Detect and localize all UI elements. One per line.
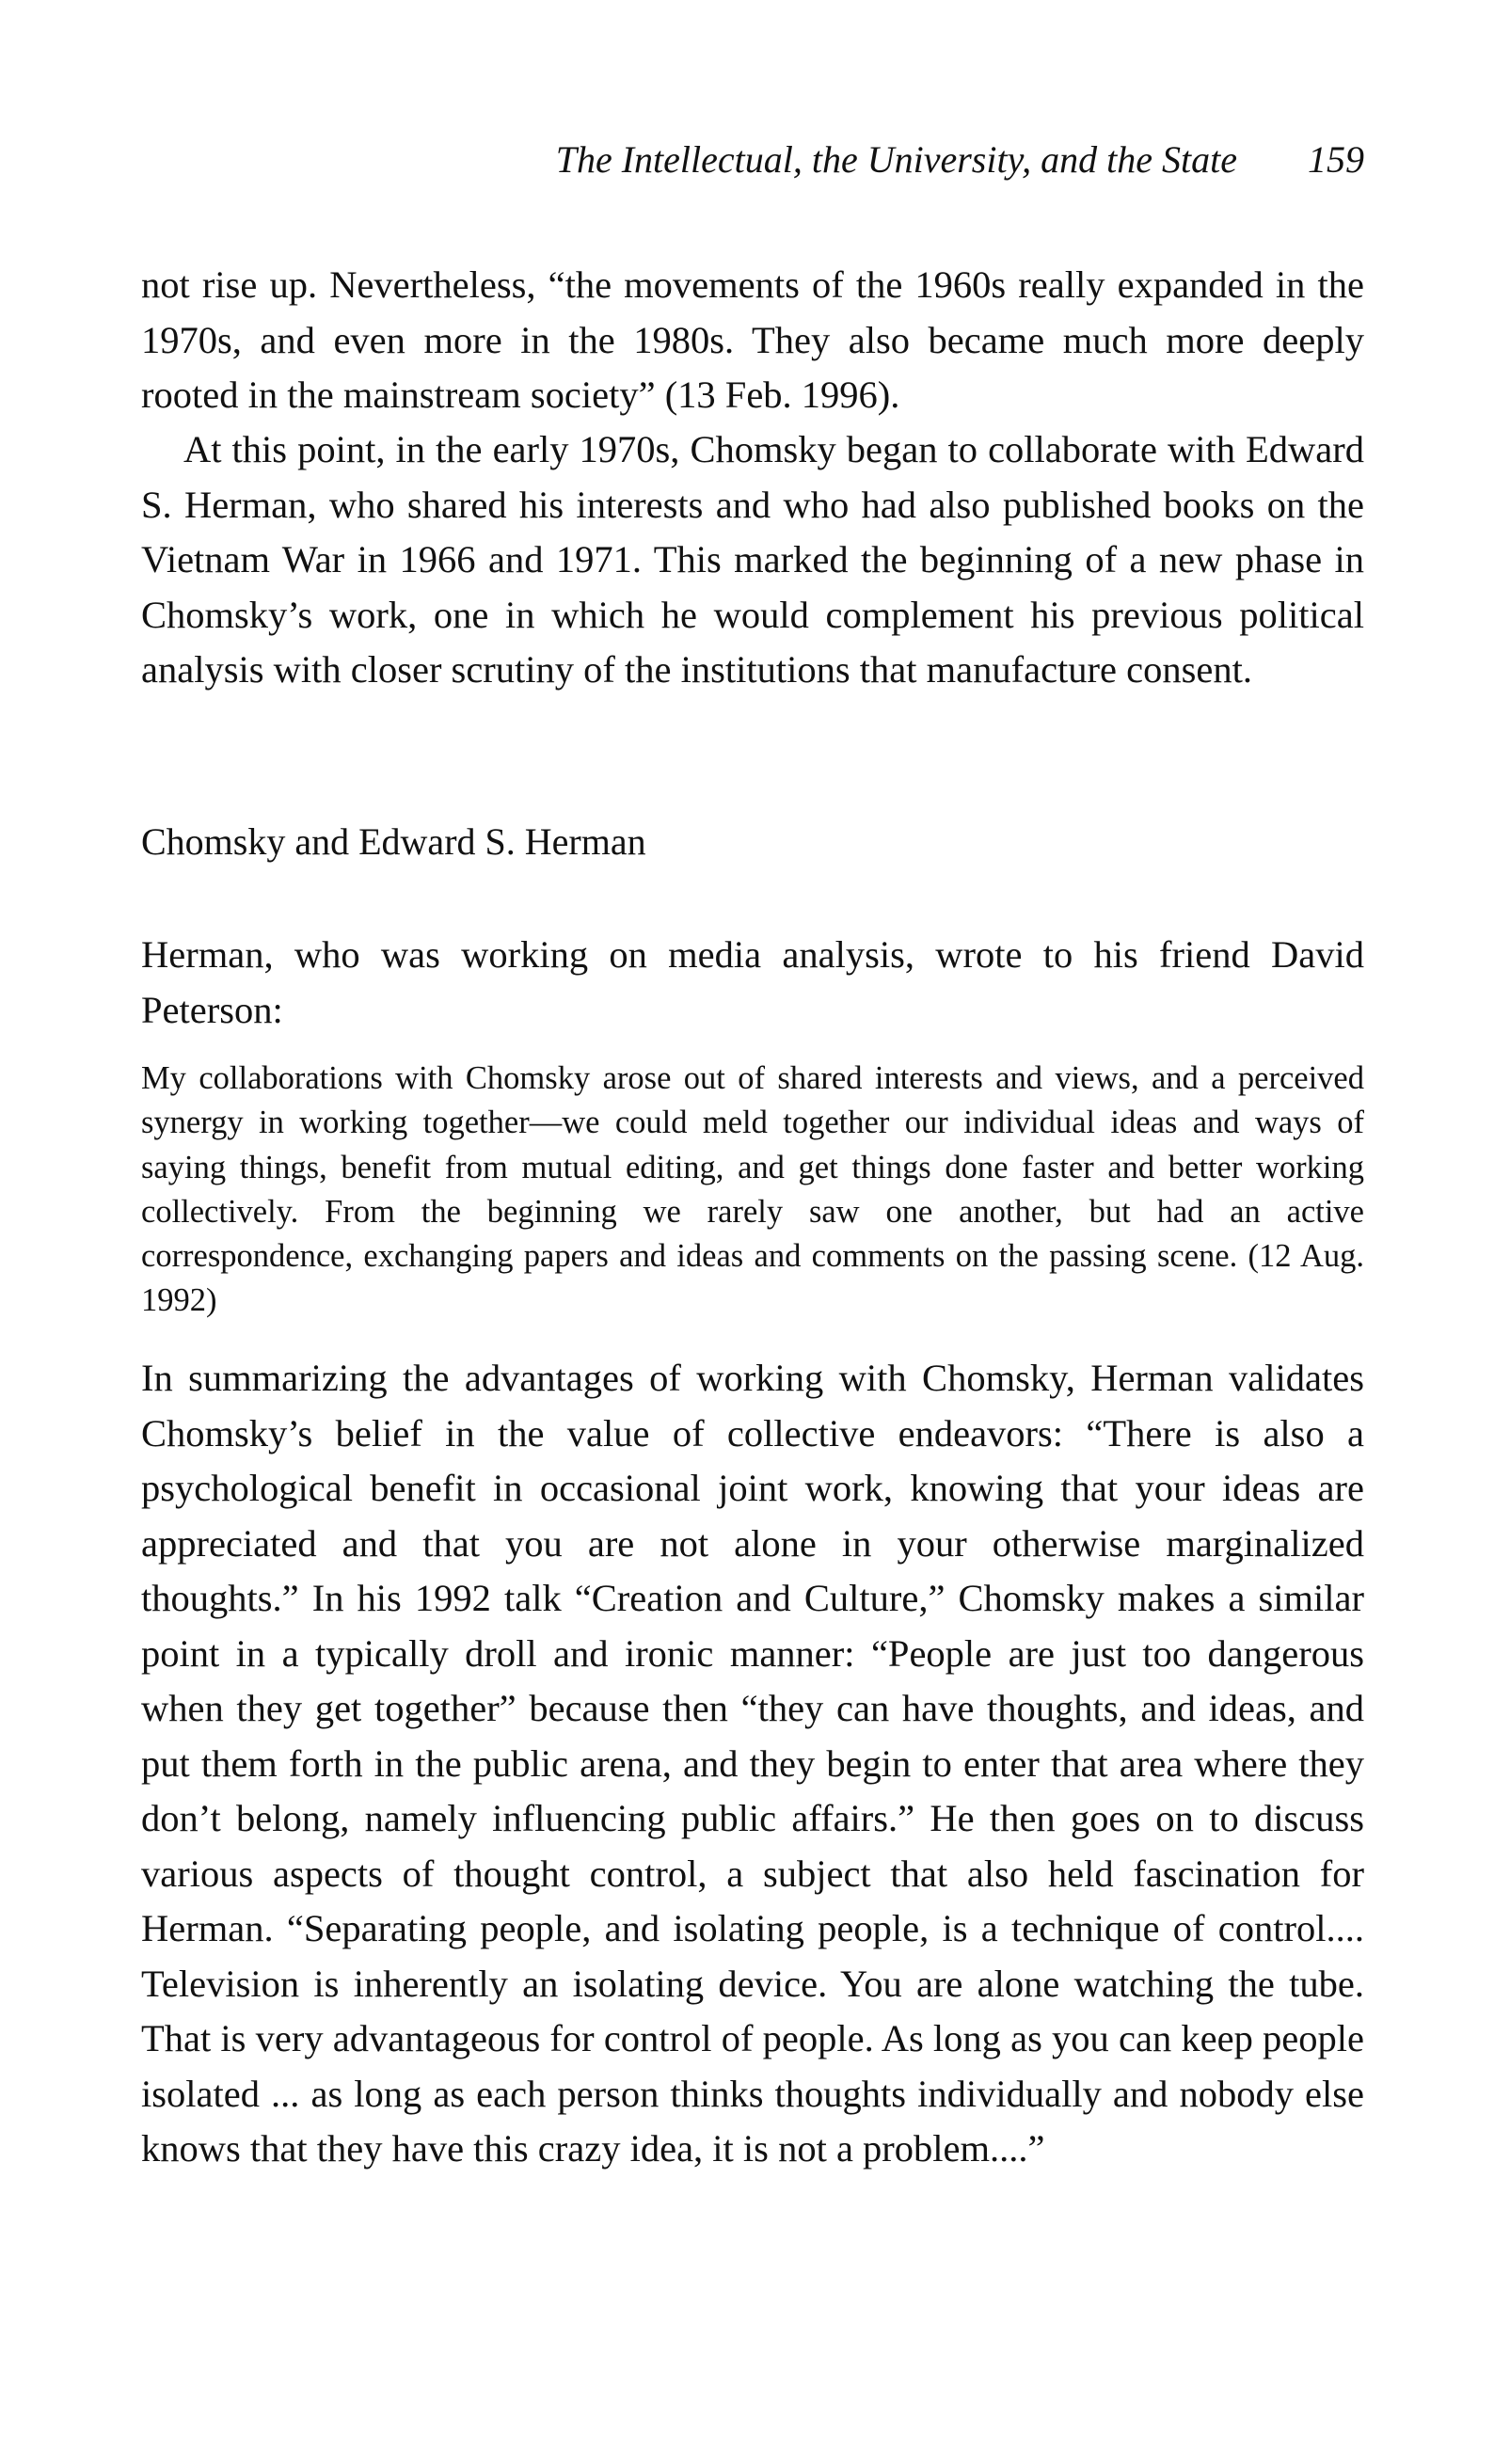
running-head: The Intellectual, the University, and the State: [555, 138, 1237, 181]
block-quote: My collaborations with Chomsky arose out of shared interests and views, and a perceived synergy in working together—we could meld together our individual ideas and ways of saying things, benefit from mutual editing, and get things done faster and better working collectively. From the beginning we rarely saw one another, but had an active correspondence, exchanging papers and ideas and comments on the passing scene. (12 Aug. 1992): [141, 1060, 1364, 1319]
paragraph-continuation: not rise up. Nevertheless, “the movements of the 1960s really expanded in the 1970s, and even more in the 1980s. They also became much more deeply rooted in the mainstream society” (13 Feb. 1996).: [141, 263, 1364, 416]
section-heading: Chomsky and Edward S. Herman: [141, 820, 646, 863]
page-number: 159: [1308, 138, 1364, 181]
page-header: [141, 132, 1364, 188]
paragraph-advantages: In summarizing the advantages of working with Chomsky, Herman validates Chomsky’s belief in the value of collective endeavors: “There is also a psychological benefit in occasional joint work, knowing that your ideas are appreciated and that you are not alone in your otherwise marginalized thoughts.” In his 1992 talk “Creation and Culture,” Chomsky makes a similar point in a typically droll and ironic manner: “People are just too dangerous when they get together” because then “they can have thoughts, and ideas, and put them forth in the public arena, and they begin to enter that area where they don’t belong, namely influencing public affairs.” He then goes on to discuss various aspects of thought control, a subject that also held fascination for Herman. “Separating people, and isolating people, is a technique of control.... Television is inherently an isolating device. You are alone watching the tube. That is very advantageous for control of people. As long as you can keep people isolated ... as long as each person thinks thoughts individually and nobody else knows that they have this crazy idea, it is not a problem....”: [141, 1357, 1364, 2170]
paragraph-collaboration: At this point, in the early 1970s, Chomsky began to collaborate with Edward S. Herman, who shared his interests and who had also published books on the Vietnam War in 1966 and 1971. This marked the beginning of a new phase in Chomsky’s work, one in which he would complement his previous political analysis with closer scrutiny of the institutions that manufacture consent.: [141, 428, 1364, 691]
paragraph-herman-intro: Herman, who was working on media analysis, wrote to his friend David Peterson:: [141, 933, 1364, 1031]
